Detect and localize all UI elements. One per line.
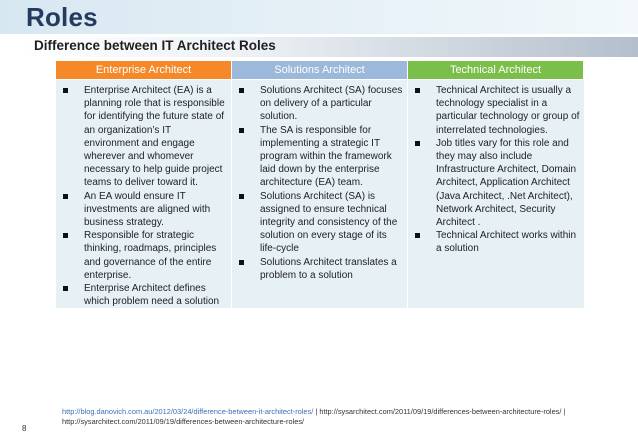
- header-enterprise-architect: Enterprise Architect: [56, 61, 232, 79]
- square-bullet-icon: [63, 194, 68, 199]
- page-title: Roles: [26, 2, 98, 32]
- reference-link-sysarchitect[interactable]: http://sysarchitect.com/2011/09/19/differences-between-architecture-roles/: [319, 407, 562, 416]
- square-bullet-icon: [239, 128, 244, 133]
- list-item-text: An EA would ensure IT investments are aligned with business strategy.: [84, 190, 211, 229]
- square-bullet-icon: [415, 141, 420, 146]
- column-solutions-architect: [232, 79, 408, 308]
- header-solutions-architect: Solutions Architect: [232, 61, 408, 79]
- list-item-text: Enterprise Architect (EA) is a planning role that is responsible for identifying the future state of an organization’s IT environment and engage wherever and whomever necessary to help guide project teams to deliver toward it.: [84, 85, 225, 189]
- reference-link-sysarchitect-2[interactable]: http://sysarchitect.com/2011/09/19/differences-between-architecture-roles/: [62, 417, 305, 426]
- footer-references: [62, 407, 622, 427]
- list-item: [412, 84, 580, 137]
- list-item-text: Enterprise Architect defines which problem need a solution: [84, 283, 220, 308]
- column-enterprise-architect: [56, 79, 232, 308]
- square-bullet-icon: [63, 286, 68, 291]
- bullet-list: [60, 84, 227, 308]
- list-item: [236, 84, 403, 124]
- square-bullet-icon: [239, 88, 244, 93]
- list-item: [236, 124, 403, 190]
- page-subtitle: Difference between IT Architect Roles: [34, 38, 276, 53]
- list-item: [60, 229, 227, 282]
- list-item-text: The SA is responsible for implementing a strategic IT program within the framework laid down by the enterprise architecture (EA) team.: [260, 124, 392, 189]
- list-item-text: Solutions Architect translates a problem to a solution: [260, 256, 397, 281]
- list-item: [60, 84, 227, 190]
- square-bullet-icon: [239, 194, 244, 199]
- list-item: [60, 282, 227, 308]
- footer-separator: |: [561, 407, 566, 416]
- list-item-text: Solutions Architect (SA) focuses on delivery of a particular solution.: [260, 85, 403, 123]
- list-item: [60, 190, 227, 230]
- page-number: 8: [22, 424, 27, 433]
- square-bullet-icon: [63, 233, 68, 238]
- square-bullet-icon: [415, 233, 420, 238]
- square-bullet-icon: [63, 88, 68, 93]
- list-item: [412, 137, 580, 229]
- bullet-list: [236, 84, 403, 282]
- column-technical-architect: [408, 79, 584, 308]
- list-item-text: Responsible for strategic thinking, roadmaps, principles and governance of the entire enterprise.: [84, 230, 217, 281]
- list-item: [236, 190, 403, 256]
- list-item-text: Solutions Architect (SA) is assigned to ensure technical integrity and consistency of the solution on every stage of its life-cycle: [260, 190, 398, 255]
- header-technical-architect: Technical Architect: [408, 61, 584, 79]
- reference-link-danovich[interactable]: http://blog.danovich.com.au/2012/03/24/difference-between-it-architect-roles/: [62, 407, 314, 416]
- bullet-list: [412, 84, 580, 256]
- footer-separator: |: [313, 407, 320, 416]
- list-item: [236, 256, 403, 282]
- square-bullet-icon: [415, 88, 420, 93]
- square-bullet-icon: [239, 260, 244, 265]
- roles-table: [56, 61, 584, 308]
- list-item: [412, 229, 580, 255]
- list-item-text: Technical Architect works within a solution: [436, 230, 577, 255]
- list-item-text: Job titles vary for this role and they may also include Infrastructure Architect, Domain Architect, Application Architect (Java Architect, .Net Architect), Network Architect, Security Architect .: [436, 137, 577, 229]
- list-item-text: Technical Architect is usually a technology specialist in a particular technology or group of interrelated technologies.: [436, 85, 580, 136]
